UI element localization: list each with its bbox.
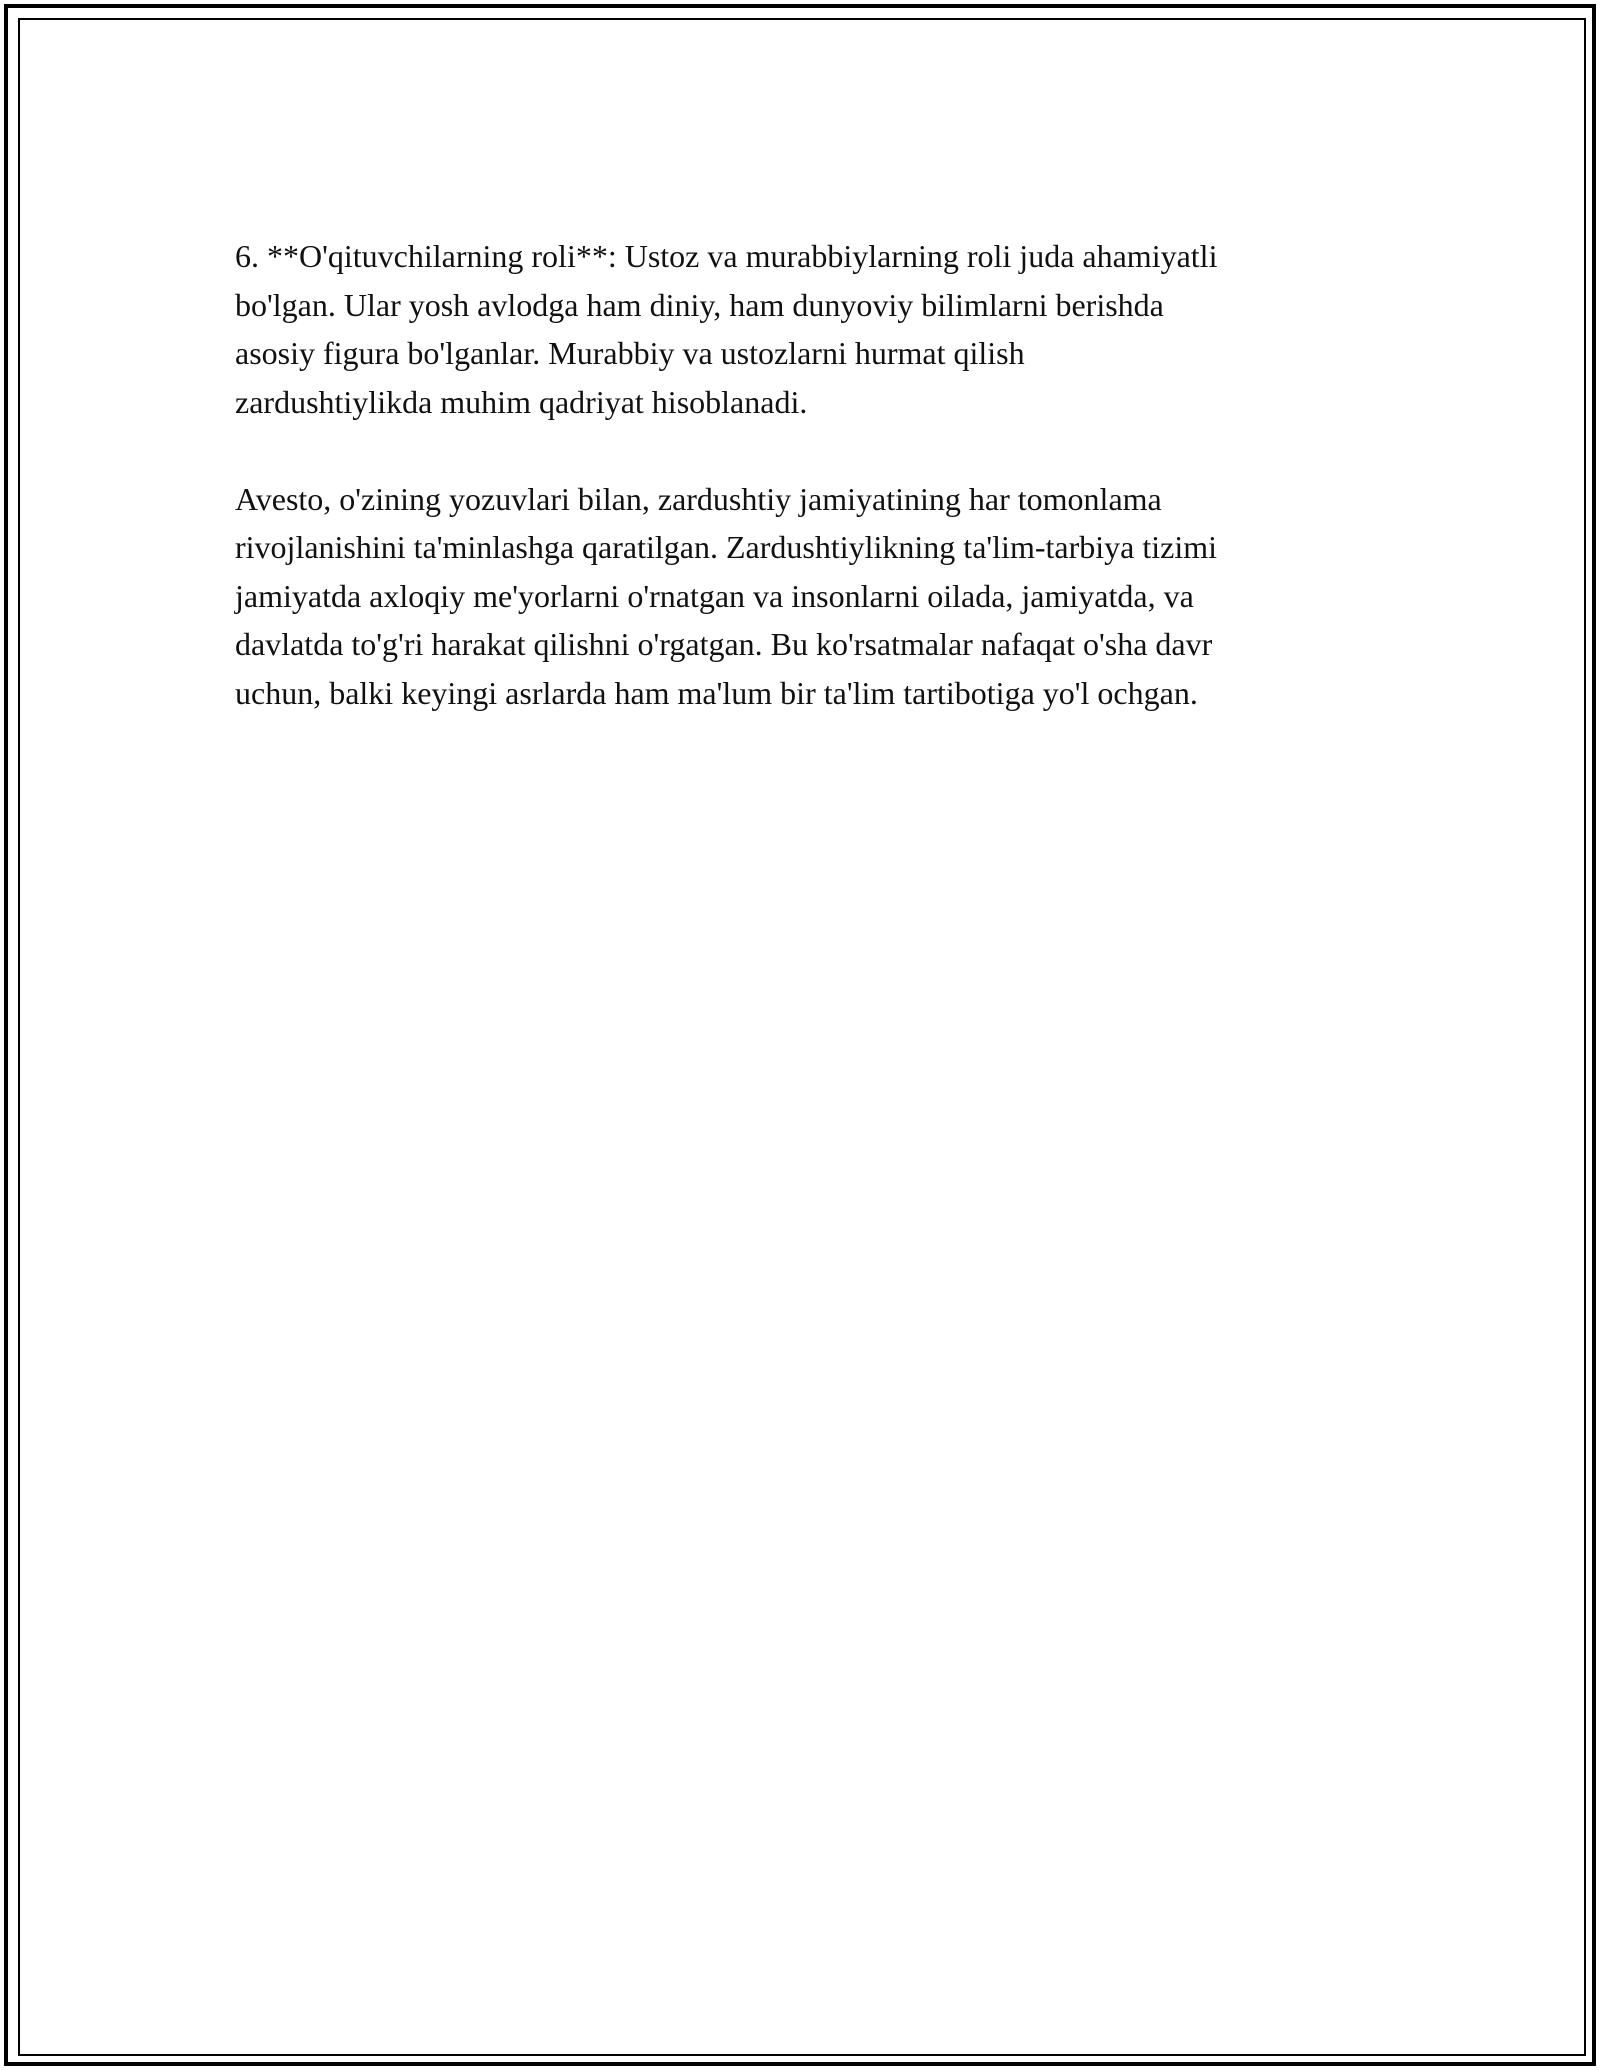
paragraph-avesto-conclusion: Avesto, o'zining yozuvlari bilan, zardushtiy jamiyatining har tomonlama rivojlanishini ta'minlashga qaratilgan. Zardushtiylikning ta'lim-tarbiya tizimi jamiyatda axloqiy me'yorlarni o'rnatgan va insonlarni oilada, jamiyatda, va davlatda to'g'ri harakat qilishni o'rgatgan. Bu ko'rsatmalar nafaqat o'sha davr uchun, balki keyingi asrlarda ham ma'lum bir ta'lim tartibotiga yo'l ochgan. <box>235 480 1217 711</box>
paragraph-teachers-role: 6. **O'qituvchilarning roli**: Ustoz va murabbiylarning roli juda ahamiyatli bo'lgan. Ular yosh avlodga ham diniy, ham dunyoviy bilimlarni berishda asosiy figura bo'lganlar. Murabbiy va ustozlarni hurmat qilish zardushtiylikda muhim qadriyat hisoblanadi. <box>235 238 1218 420</box>
document-body <box>235 232 1385 766</box>
